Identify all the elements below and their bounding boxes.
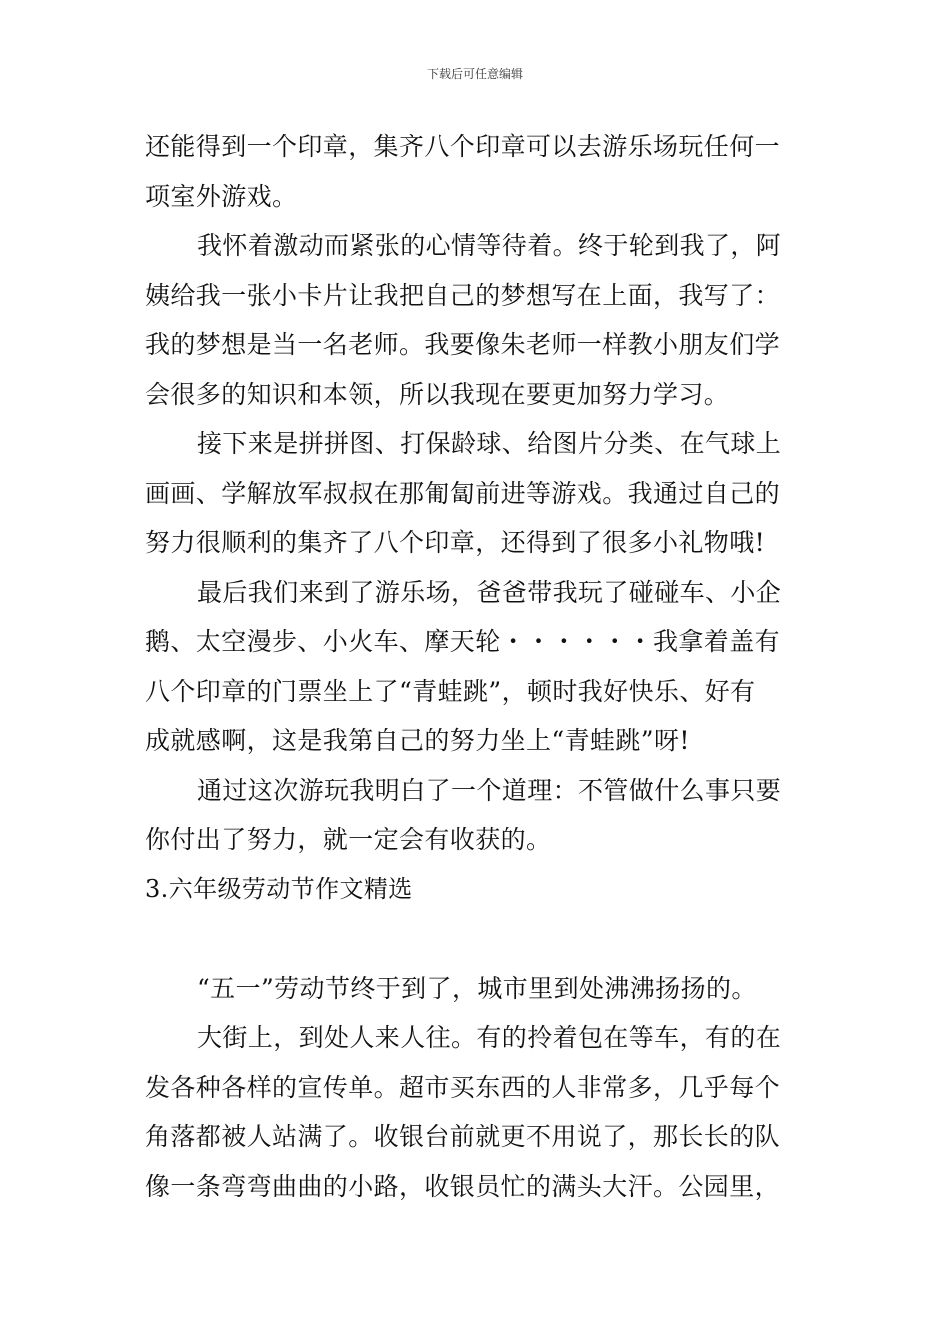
text-line: 还能得到一个印章，集齐八个印章可以去游乐场玩任何一 — [145, 132, 781, 161]
text-line: 成就感啊，这是我第自己的努力坐上“青蛙跳”呀! — [145, 726, 690, 755]
text-line: 八个印章的门票坐上了“青蛙跳”，顿时我好快乐、好有 — [145, 676, 756, 706]
paragraph-start: 大街上，到处人来人往。有的拎着包在等车，有的在 — [197, 1023, 782, 1052]
paragraph-start: 我怀着激动而紧张的心情等待着。终于轮到我了，阿 — [197, 231, 782, 260]
paragraph-start: 最后我们来到了游乐场，爸爸带我玩了碰碰车、小企 — [197, 577, 782, 607]
text-line: 项室外游戏。 — [145, 181, 298, 211]
text-line: 发各种各样的宣传单。超市买东西的人非常多，几乎每个 — [145, 1072, 781, 1102]
text-line: 姨给我一张小卡片让我把自己的梦想写在上面，我写了： — [145, 280, 781, 310]
document-body — [145, 122, 810, 1211]
paragraph-start: 接下来是拼拼图、打保龄球、给图片分类、在气球上 — [197, 429, 782, 458]
text-line: 努力很顺利的集齐了八个印章，还得到了很多小礼物哦! — [145, 528, 766, 557]
text-line: 像一条弯弯曲曲的小路，收银员忙的满头大汗。公园里， — [145, 1171, 781, 1201]
text-line: 画画、学解放军叔叔在那匍匐前进等游戏。我通过自己的 — [145, 478, 781, 508]
page-header: 下载后可任意编辑 — [426, 67, 523, 81]
text-line: 鹅、太空漫步、小火车、摩天轮・・・・・・我拿着盖有 — [145, 627, 781, 656]
section-heading: 3.六年级劳动节作文精选 — [145, 874, 413, 903]
blank-line — [145, 914, 810, 964]
paragraph-start: 通过这次游玩我明白了一个道理：不管做什么事只要 — [197, 775, 782, 805]
paragraph-start: “五一”劳动节终于到了，城市里到处沸沸扬扬的。 — [197, 973, 757, 1003]
text-line: 我的梦想是当一名老师。我要像朱老师一样教小朋友们学 — [145, 330, 781, 359]
text-line: 角落都被人站满了。收银台前就更不用说了，那长长的队 — [145, 1122, 781, 1151]
text-line: 会很多的知识和本领，所以我现在要更加努力学习。 — [145, 379, 730, 409]
text-line: 你付出了努力，就一定会有收获的。 — [145, 825, 552, 854]
